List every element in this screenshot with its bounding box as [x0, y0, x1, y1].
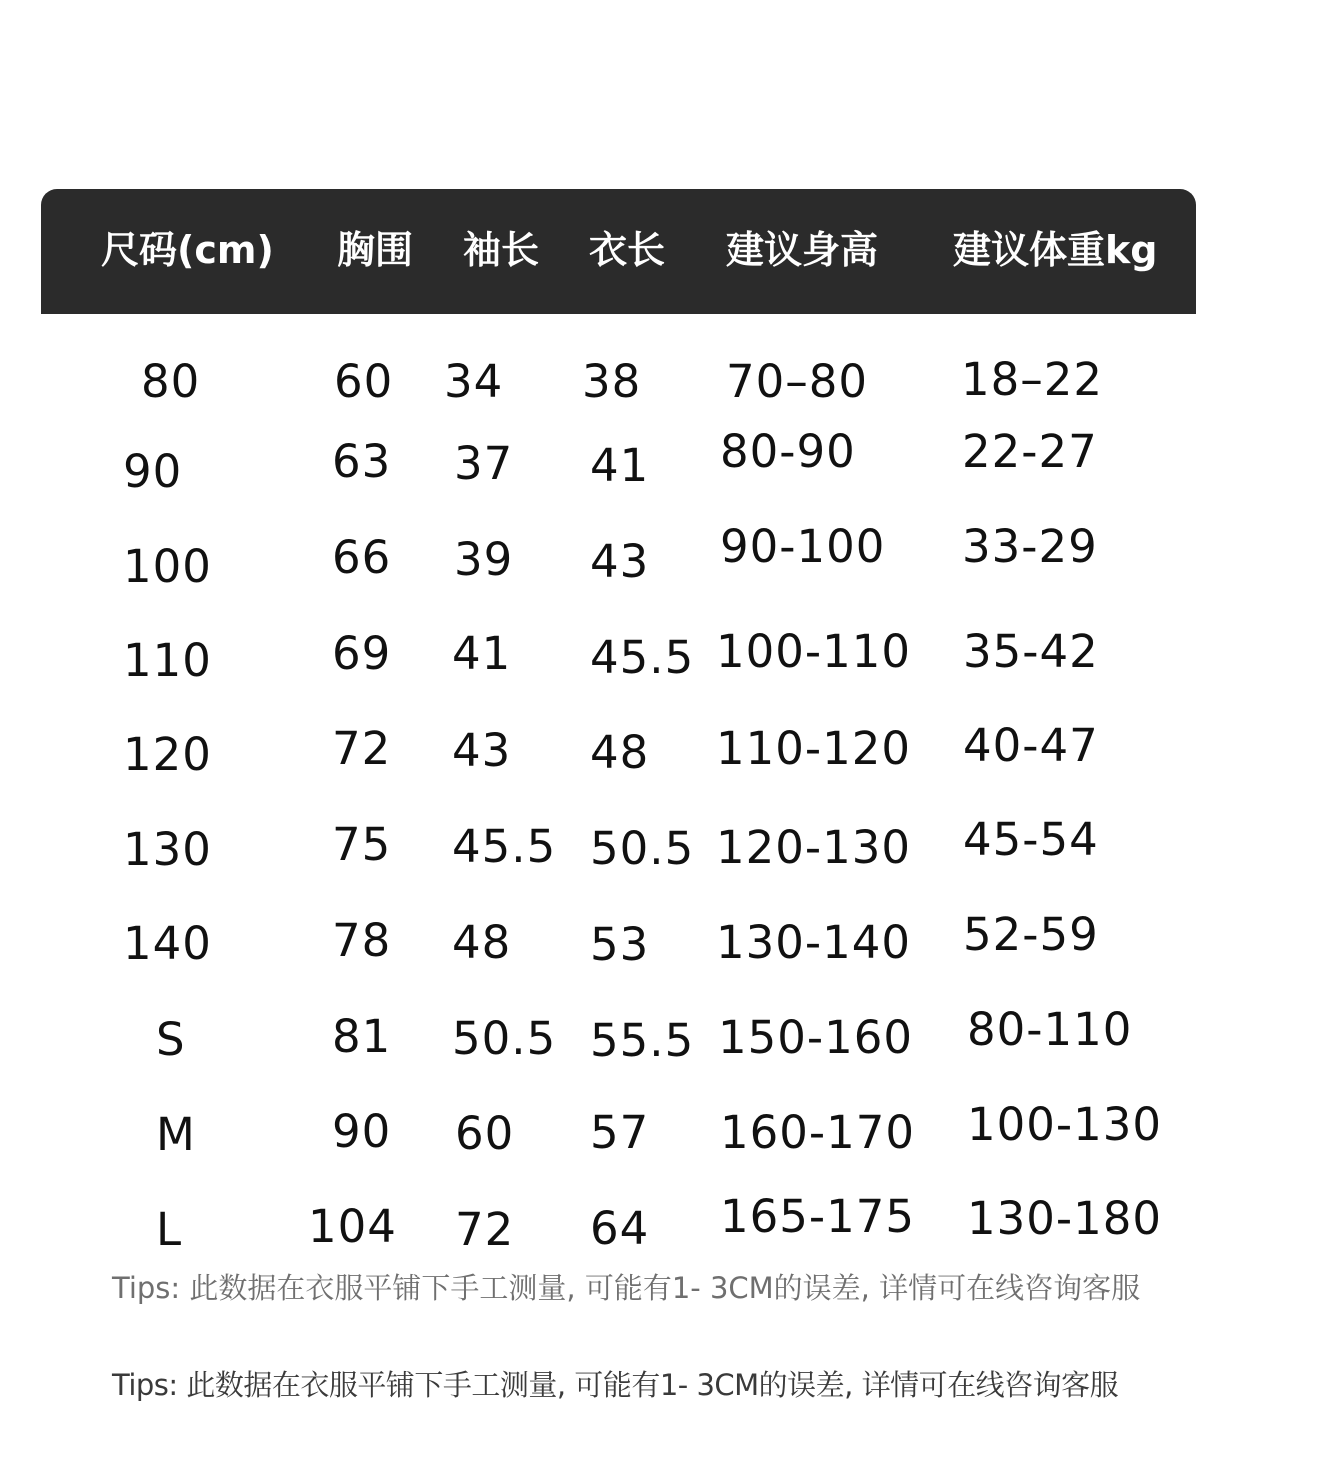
cell-sleeve: 60: [455, 1107, 515, 1160]
cell-length: 64: [590, 1202, 650, 1255]
cell-weight: 22-27: [962, 425, 1098, 478]
cell-height: 120-130: [716, 821, 912, 874]
tips-note: Tips: 此数据在衣服平铺下手工测量, 可能有1- 3CM的误差, 详情可在线咨询客服: [112, 1271, 1141, 1305]
cell-height: 80-90: [720, 425, 856, 478]
cell-height: 165-175: [720, 1190, 916, 1243]
cell-length: 48: [590, 726, 650, 779]
cell-weight: 130-180: [967, 1192, 1163, 1245]
cell-weight: 45-54: [963, 813, 1099, 866]
cell-chest: 66: [332, 531, 392, 584]
cell-chest: 104: [308, 1200, 397, 1253]
cell-weight: 52-59: [963, 908, 1099, 961]
cell-length: 43: [590, 535, 650, 588]
header-chest: 胸围: [337, 228, 414, 272]
cell-sleeve: 45.5: [452, 820, 557, 873]
cell-height: 90-100: [720, 520, 886, 573]
cell-size: S: [156, 1013, 186, 1066]
cell-size: 110: [123, 634, 212, 687]
cell-size: 80: [141, 355, 201, 408]
cell-height: 110-120: [716, 722, 912, 775]
cell-size: L: [156, 1203, 183, 1256]
cell-sleeve: 34: [444, 355, 504, 408]
cell-height: 160-170: [720, 1106, 916, 1159]
cell-height: 100-110: [716, 625, 912, 678]
header-size: 尺码(cm): [101, 228, 274, 272]
cell-height: 70–80: [726, 355, 869, 408]
cell-weight: 40-47: [963, 719, 1099, 772]
cell-length: 53: [590, 918, 650, 971]
cell-sleeve: 43: [452, 724, 512, 777]
cell-length: 38: [582, 355, 642, 408]
cell-sleeve: 50.5: [452, 1012, 557, 1065]
header-sleeve: 袖长: [463, 228, 540, 272]
cell-chest: 69: [332, 627, 392, 680]
cell-chest: 90: [332, 1105, 392, 1158]
header-weight: 建议体重kg: [953, 228, 1158, 272]
cell-size: 130: [123, 823, 212, 876]
cell-sleeve: 72: [455, 1203, 515, 1256]
cell-height: 130-140: [716, 916, 912, 969]
cell-size: M: [156, 1108, 196, 1161]
cell-chest: 75: [332, 818, 392, 871]
cell-weight: 18–22: [961, 353, 1104, 406]
cell-weight: 100-130: [967, 1098, 1163, 1151]
cell-chest: 78: [332, 914, 392, 967]
header-length: 衣长: [589, 228, 666, 272]
tips-note-duplicate: Tips: 此数据在衣服平铺下手工测量, 可能有1- 3CM的误差, 详情可在线咨询客服: [112, 1368, 1119, 1402]
cell-sleeve: 39: [454, 533, 514, 586]
cell-chest: 81: [332, 1010, 392, 1063]
header-height: 建议身高: [726, 228, 879, 272]
cell-size: 140: [123, 917, 212, 970]
cell-chest: 72: [332, 722, 392, 775]
cell-chest: 63: [332, 435, 392, 488]
cell-sleeve: 48: [452, 916, 512, 969]
cell-length: 55.5: [590, 1014, 695, 1067]
cell-sleeve: 37: [454, 437, 514, 490]
cell-length: 57: [590, 1106, 650, 1159]
cell-sleeve: 41: [452, 627, 512, 680]
cell-weight: 80-110: [967, 1003, 1133, 1056]
cell-length: 41: [590, 439, 650, 492]
cell-length: 50.5: [590, 822, 695, 875]
cell-size: 100: [123, 540, 212, 593]
cell-length: 45.5: [590, 631, 695, 684]
cell-height: 150-160: [718, 1011, 914, 1064]
cell-weight: 33-29: [962, 520, 1098, 573]
cell-size: 90: [123, 445, 183, 498]
cell-size: 120: [123, 728, 212, 781]
cell-chest: 60: [334, 355, 394, 408]
cell-weight: 35-42: [963, 625, 1099, 678]
